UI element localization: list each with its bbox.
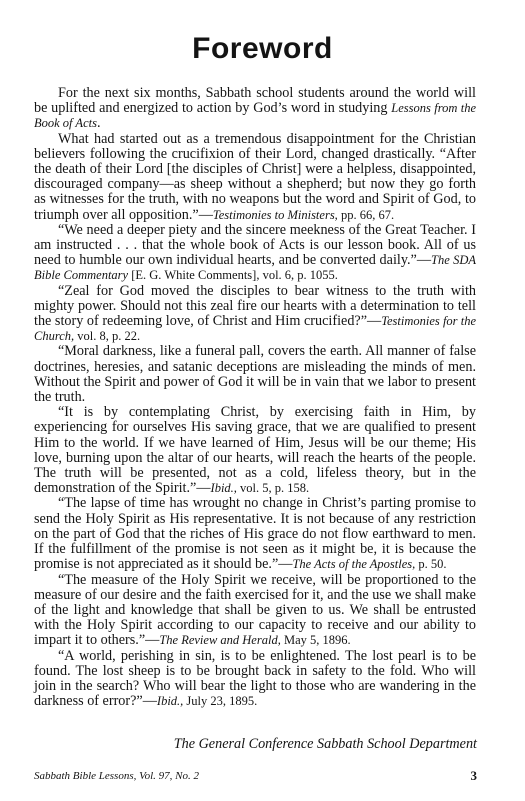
signature: The General Conference Sabbath School Department <box>173 736 477 752</box>
paragraph-text: “The measure of the Holy Spirit we receive, will be proportioned to the measure of our desire and the faith exercised for it, and the use we shall make of the light and knowledge that shall be given to us. We shall be entrusted with the Holy Spirit according to our capacity to receive and our ability to impart it to others.”— <box>34 571 476 649</box>
paragraph-8 <box>34 573 476 649</box>
paragraph-text: “A world, perishing in sin, is to be enlightened. The lost pearl is to be found. The lost sheep is to be brought back in safety to the fold. Who will join in the search? Who will bear the light to those who are wandering in the darkness of error?”— <box>34 647 476 710</box>
citation-ref: May 5, 1896. <box>280 633 351 648</box>
paragraph-2 <box>34 132 476 223</box>
paragraph-text: “We need a deeper piety and the sincere meekness of the Great Teacher. I am instructed . . . that the whole book of Acts is our lesson book. All of us need to humble our own individual hearts, and be converted daily.”— <box>34 221 476 269</box>
citation-ref: vol. 8, p. 22. <box>74 329 141 344</box>
paragraph-1 <box>34 86 476 132</box>
paragraph-text: “Zeal for God moved the disciples to bear witness to the truth with mighty power. Should not this zeal fire our hearts with a determination to tell the story of redeeming love, of Christ and Him crucified?”— <box>34 282 476 330</box>
paragraph-5 <box>34 344 476 405</box>
citation-ref: [E. G. White Comments], vol. 6, p. 1055. <box>128 268 338 283</box>
paragraph-3 <box>34 223 476 284</box>
paragraph-text: What had started out as a tremendous disappointment for the Christian believers following the crucifixion of their Lord, changed drastically. “After the death of their Lord [the disciples of Christ] were a helpless, disappointed, discouraged company—as sheep without a shepherd; but now they go forth as witnesses for the truth, with no weapons but the word and Spirit of God, to triumph over all opposition.”— <box>34 130 476 223</box>
citation-ref: vol. 5, p. 158. <box>236 481 310 496</box>
paragraph-7 <box>34 496 476 572</box>
citation-ref: . <box>96 115 101 132</box>
paragraph-text: For the next six months, Sabbath school students around the world will be uplifted and energized to action by God’s word in studying <box>34 85 476 117</box>
footer-publication: Sabbath Bible Lessons, Vol. 97, No. 2 <box>34 770 200 782</box>
citation-source: The SDA Bible Commentary <box>34 253 476 283</box>
foreword-body <box>34 86 476 709</box>
paragraph-text: “Moral darkness, like a funeral pall, covers the earth. All manner of false doctrines, heresies, and satanic deceptions are misleading the minds of men. Without the Spirit and power of God it will be in vain that we labor to present the truth. <box>34 343 476 406</box>
citation-ref: pp. 66, 67. <box>337 207 395 222</box>
citation-source: Lessons from the Book of Acts <box>34 101 477 131</box>
paragraph-6 <box>34 405 476 496</box>
citation-source: Ibid., <box>156 694 184 709</box>
page-number: 3 <box>470 768 477 783</box>
paragraph-text: “It is by contemplating Christ, by exercising faith in Him, by experiencing for ourselves His saving grace, that we are qualified to present Him to the world. If we have learned of Him, Jesus will be our theme; His love, burning upon the altar of our hearts, will reach the hearts of the people. The truth will be presented, not as a cold, lifeless theory, but in the demonstration of the Spirit.”— <box>34 404 476 497</box>
citation-source: Ibid., <box>210 481 237 496</box>
citation-ref: July 23, 1895. <box>183 694 258 709</box>
citation-source: The Acts of the Apostles, <box>292 557 416 572</box>
paragraph-4 <box>34 284 476 345</box>
citation-source: The Review and Herald, <box>159 633 281 648</box>
citation-source: Testimonies for the Church, <box>34 314 476 344</box>
paragraph-9 <box>34 649 476 710</box>
page-title: Foreword <box>192 32 333 65</box>
paragraph-text: “The lapse of time has wrought no change in Christ’s parting promise to send the Holy Spirit as His representative. It is not because of any restriction on the part of God that the riches of His grace do not flow earthward to men. If the fulfillment of the promise is not seen as it might be, it is because the promise is not appreciated as it should be.”— <box>34 495 476 573</box>
citation-source: Testimonies to Ministers, <box>212 207 338 222</box>
citation-ref: p. 50. <box>415 557 447 572</box>
